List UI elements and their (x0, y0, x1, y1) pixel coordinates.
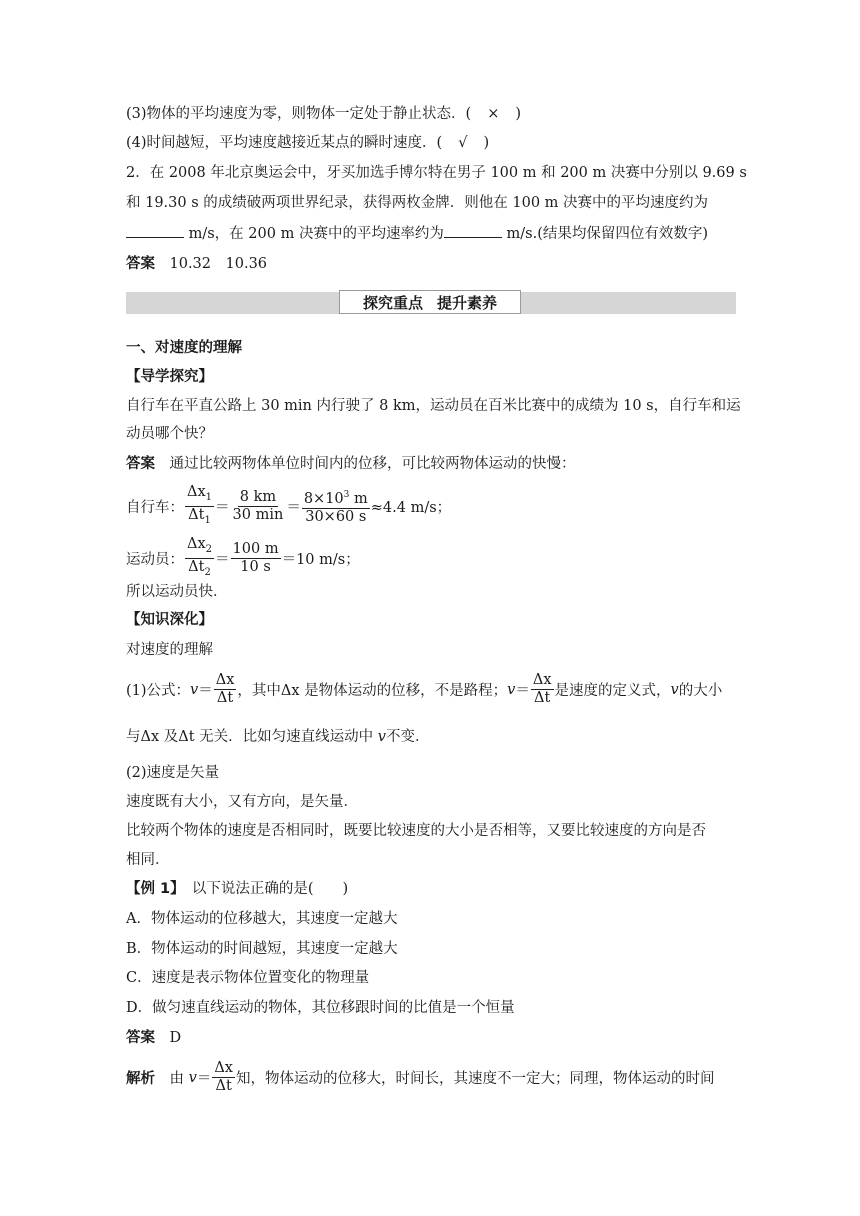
point-2-line-1: 速度既有大小，又有方向，是矢量． (126, 794, 358, 810)
point-2-line-3: 相同． (126, 852, 170, 868)
answer-blank-1 (126, 223, 184, 238)
runner-formula: 运动员： $\frac{\Delta x_2}{\Delta t_2}$ ＝ $\frac{100 m}{10 s}$ ＝10 m/s； (126, 536, 360, 581)
conclusion: 所以运动员快． (126, 584, 228, 600)
point-2-title: (2)速度是矢量 (126, 765, 220, 781)
question-2-line-3: m/s，在 200 m 决赛中的平均速率约为 m/s.(结果均保留四位有效数字) (126, 223, 708, 244)
check-mark: √ (458, 135, 468, 151)
question-2-line-1: 2．在 2008 年北京奥运会中，牙买加选手博尔特在男子 100 m 和 200 m 决赛中分别以 9.69 s (126, 165, 747, 181)
fraction: $\frac{\Delta x_1}{\Delta t_1}$ (187, 484, 213, 526)
point-2-line-2: 比较两个物体的速度是否相同时，既要比较速度的大小是否相等，又要比较速度的方向是否 (126, 823, 706, 839)
option-a: A．物体运动的位移越大，其速度一定越大 (126, 911, 398, 927)
option-d: D．做匀速直线运动的物体，其位移跟时间的比值是一个恒量 (126, 1000, 515, 1016)
question-2-line-2: 和 19.30 s 的成绩破两项世界纪录，获得两枚金牌．则他在 100 m 决赛中的平均速度约为 (126, 195, 709, 211)
fraction: $\frac{100 m}{10 s}$ (232, 540, 279, 575)
fraction: $\frac{8 km}{30 \min}$ (232, 488, 284, 523)
point-1-formula: (1)公式： v ＝ $\frac{\Delta x}{\Delta t}$ ，其中Δx 是物体运动的位移，不是路程； v ＝ $\frac{\Delta x}{\Delta t}$ 是速度的定义式， v 的大小 (126, 672, 723, 706)
option-b: B．物体运动的时间越短，其速度一定越大 (126, 941, 398, 957)
judgement-item-4: (4)时间越短，平均速度越接近某点的瞬时速度．( √ ) (126, 135, 490, 151)
example-1-analysis: 解析 由 v ＝ $\frac{\Delta x}{\Delta t}$ 知，物体运动的位移大，时间长，其速度不一定大；同理，物体运动的时间 (126, 1060, 715, 1094)
deep-tag: 【知识深化】 (126, 612, 213, 628)
point-1-line-2: 与Δx 及Δt 无关．比如匀速直线运动中 v不变． (126, 729, 430, 745)
guide-question-line-1: 自行车在平直公路上 30 min 内行驶了 8 km，运动员在百米比赛中的成绩为 10 s，自行车和运 (126, 398, 741, 414)
fraction: $\frac{\Delta x}{\Delta t}$ (215, 672, 235, 706)
example-1-stem: 【例 1】 以下说法正确的是( ) (126, 881, 349, 897)
answer-blank-2 (444, 223, 502, 238)
question-2-answer: 答案 10.32 10.36 (126, 256, 268, 272)
judgement-item-3: (3)物体的平均速度为零，则物体一定处于静止状态．( × ) (126, 106, 522, 122)
guide-answer: 答案 通过比较两物体单位时间内的位移，可比较两物体运动的快慢： (126, 456, 576, 472)
section-banner: 探究重点 提升素养 (339, 290, 521, 314)
fraction: $\frac{\Delta x}{\Delta t}$ (214, 1060, 233, 1094)
guide-tag: 【导学探究】 (126, 369, 213, 385)
bike-formula: 自行车： $\frac{\Delta x_1}{\Delta t_1}$ ＝ $\frac{8 km}{30 \min}$ ＝ $\frac{8\times 10^3 m}{30\times 60 s}$ ≈4.4 m/s； (126, 484, 451, 529)
fraction: $\frac{\Delta x_2}{\Delta t_2}$ (187, 536, 213, 578)
cross-mark: × (487, 106, 500, 122)
option-c: C．速度是表示物体位置变化的物理量 (126, 970, 370, 986)
example-1-answer: 答案 D (126, 1030, 182, 1046)
fraction: $\frac{\Delta x}{\Delta t}$ (532, 672, 552, 706)
deep-title: 对速度的理解 (126, 642, 213, 658)
section-heading: 一、对速度的理解 (126, 340, 242, 356)
fraction: $\frac{8\times 10^3 m}{30\times 60 s}$ (302, 487, 370, 526)
guide-question-line-2: 动员哪个快？ (126, 426, 213, 442)
